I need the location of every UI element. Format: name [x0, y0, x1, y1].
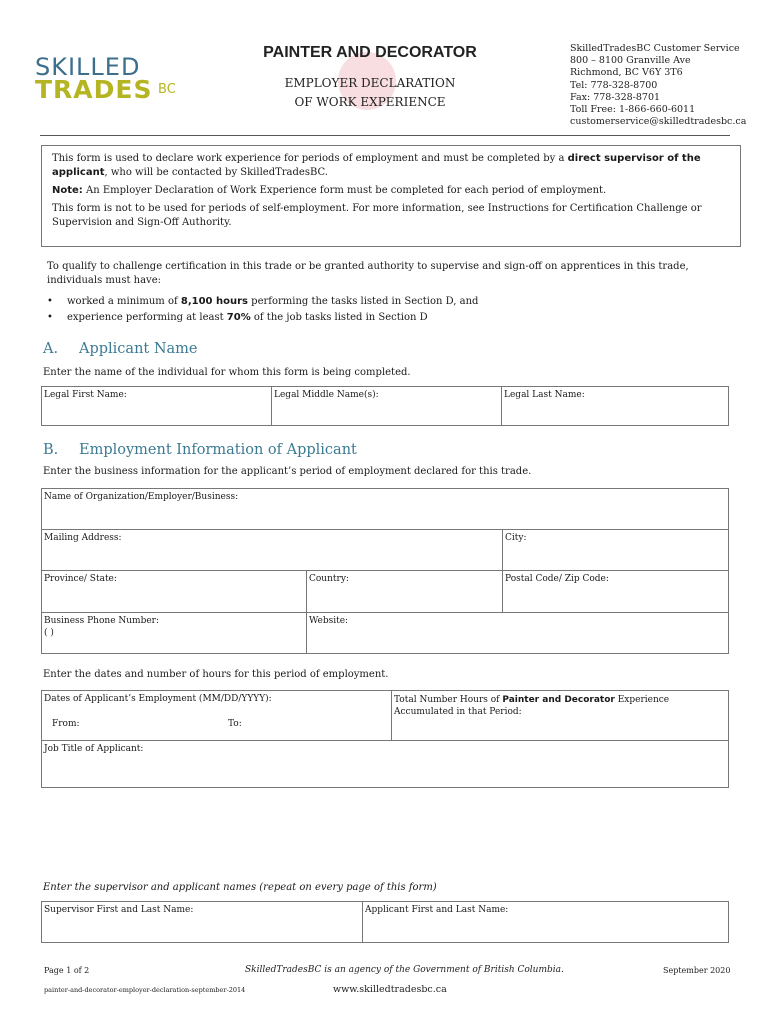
mailing-address-label: Mailing Address: [44, 533, 122, 543]
form-date: September 2020 [663, 966, 731, 975]
supervisor-name-field[interactable] [41, 901, 363, 943]
page-number: Page 1 of 2 [44, 966, 90, 975]
logo-skilled: SKILLED [35, 53, 141, 81]
to-date-label: To: [228, 719, 242, 729]
section-b-title: Employment Information of Applicant [79, 442, 357, 458]
section-a-instruction: Enter the name of the individual for whom this form is being completed. [43, 367, 411, 378]
province-field[interactable] [41, 570, 307, 613]
contact-tollfree: Toll Free: 1-866-660-6011 [570, 104, 696, 116]
logo-trades: TRADES [35, 75, 153, 104]
supervisor-name-label: Supervisor First and Last Name: [44, 905, 194, 915]
city-label: City: [505, 533, 527, 543]
info-paragraph-3: This form is not to be used for periods of self-employment. For more information, see Instructions for Certification Challenge or Supervision and Sign-Off Authority. [52, 203, 702, 228]
contact-tel: Tel: 778-328-8700 [570, 79, 658, 91]
mailing-address-field[interactable] [41, 529, 503, 571]
business-phone-field[interactable] [41, 612, 307, 654]
total-hours-start: Total Number Hours of [394, 695, 503, 705]
legal-first-name-field[interactable] [41, 386, 272, 426]
info-p1-end: , who will be contacted by SkilledTradesBC. [104, 167, 328, 178]
website-label: Website: [309, 616, 349, 626]
from-date-label: From: [52, 719, 80, 729]
info-p1-start: This form is used to declare work experience for periods of employment and must be completed by a [52, 153, 568, 164]
bullet-1-start: worked a minimum of [67, 296, 181, 307]
qualify-bullet-1 [47, 296, 478, 307]
section-b-instruction: Enter the business information for the applicant’s period of employment declared for this trade. [43, 466, 532, 477]
info-box [41, 145, 741, 247]
note-text: An Employer Declaration of Work Experience form must be completed for each period of employment. [82, 185, 607, 196]
postal-code-field[interactable] [502, 570, 729, 613]
section-a-heading [43, 341, 198, 357]
bullet-icon: • [47, 296, 53, 307]
contact-block [570, 43, 746, 128]
website-link[interactable]: www.skilledtradesbc.ca [333, 984, 447, 995]
agency-statement: SkilledTradesBC is an agency of the Government of British Columbia. [245, 965, 564, 975]
qualify-text: To qualify to challenge certification in this trade or be granted authority to supervise and sign-off on apprentices in this trade, individuals must have: [47, 261, 689, 286]
bullet-2-end: of the job tasks listed in Section D [250, 312, 428, 323]
bullet-2-bold: 70% [226, 312, 251, 323]
form-subtitle-line1: EMPLOYER DECLARATION [284, 76, 456, 90]
legal-last-name-label: Legal Last Name: [504, 390, 585, 400]
organization-name-field[interactable] [41, 488, 729, 530]
file-name: painter-and-decorator-employer-declaration-september-2014 [44, 986, 246, 994]
form-subtitle-line2: OF WORK EXPERIENCE [294, 95, 446, 109]
info-note [52, 184, 730, 198]
job-title-field[interactable] [41, 740, 729, 788]
organization-name-label: Name of Organization/Employer/Business: [44, 492, 239, 502]
applicant-name-field[interactable] [362, 901, 729, 943]
postal-code-label: Postal Code/ Zip Code: [505, 574, 609, 584]
bullet-1-end: performing the tasks listed in Section D, and [247, 296, 479, 307]
total-hours-field[interactable] [391, 690, 729, 741]
info-paragraph-1 [52, 152, 730, 180]
form-title: PAINTER AND DECORATOR [263, 44, 477, 61]
job-title-label: Job Title of Applicant: [44, 744, 144, 754]
contact-name: SkilledTradesBC Customer Service [570, 43, 740, 54]
legal-middle-name-field[interactable] [271, 386, 502, 426]
country-label: Country: [309, 574, 349, 584]
phone-area-code: ( ) [44, 628, 54, 638]
applicant-name-label: Applicant First and Last Name: [365, 905, 509, 915]
form-subtitle [240, 74, 500, 112]
trade-name: Painter and Decorator [502, 695, 615, 705]
city-field[interactable] [502, 529, 729, 571]
info-p1-bold: direct supervisor of the applicant [52, 153, 701, 178]
logo-bc: BC [158, 82, 176, 97]
province-label: Province/ State: [44, 574, 117, 584]
section-a-letter: A. [43, 341, 59, 357]
employment-dates-field[interactable] [41, 690, 392, 741]
section-b-heading [43, 442, 357, 458]
business-phone-label: Business Phone Number: [44, 616, 160, 626]
contact-fax: Fax: 778-328-8701 [570, 91, 661, 103]
note-label: Note: [52, 185, 83, 196]
legal-middle-name-label: Legal Middle Name(s): [274, 390, 379, 400]
bullet-1-bold: 8,100 hours [180, 296, 248, 307]
website-field[interactable] [306, 612, 729, 654]
employment-dates-label: Dates of Applicant’s Employment (MM/DD/YYYY): [44, 694, 272, 704]
contact-email[interactable]: customerservice@skilledtradesbc.ca [570, 116, 747, 128]
contact-city: Richmond, BC V6Y 3T6 [570, 67, 683, 79]
names-instruction: Enter the supervisor and applicant names (repeat on every page of this form) [43, 882, 437, 893]
bullet-2-start: experience performing at least [67, 312, 227, 323]
legal-first-name-label: Legal First Name: [44, 390, 127, 400]
total-hours-end: Experience Accumulated in that Period: [394, 695, 670, 717]
contact-address: 800 – 8100 Granville Ave [570, 55, 691, 67]
country-field[interactable] [306, 570, 503, 613]
qualify-bullet-2 [47, 312, 428, 323]
section-a-title: Applicant Name [79, 341, 198, 357]
section-b-letter: B. [43, 442, 59, 458]
dates-instruction: Enter the dates and number of hours for this period of employment. [43, 669, 389, 680]
legal-last-name-field[interactable] [501, 386, 729, 426]
bullet-icon: • [47, 312, 53, 323]
header-divider [40, 135, 730, 136]
